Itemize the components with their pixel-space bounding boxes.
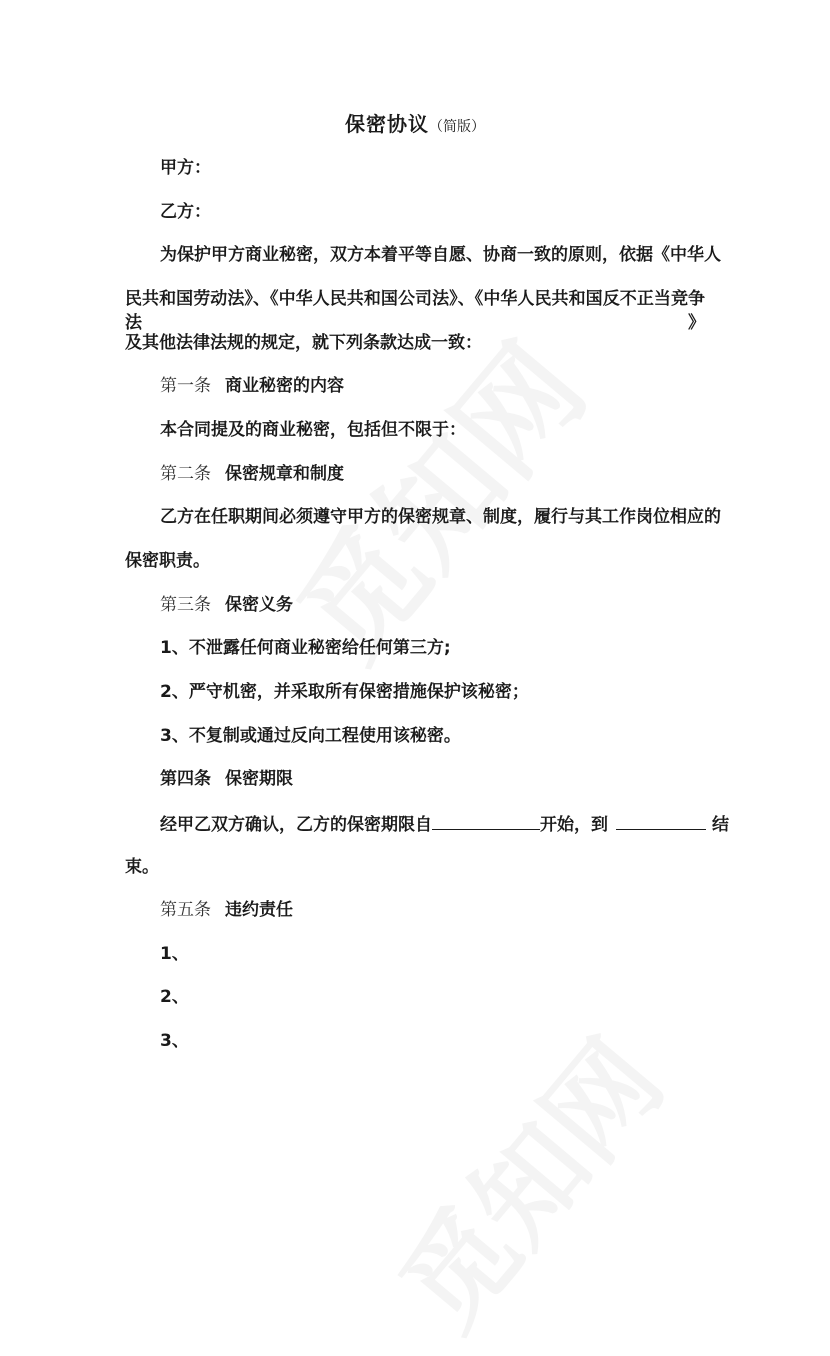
title-sub: （简版） bbox=[429, 119, 485, 135]
article-1-number: 第一条 bbox=[160, 376, 211, 396]
article-2-body-line-1: 乙方在任职期间必须遵守甲方的保密规章、制度，履行与其工作岗位相应的 bbox=[160, 507, 721, 527]
preamble-line-1: 为保护甲方商业秘密，双方本着平等自愿、协商一致的原则，依据《中华人 bbox=[160, 245, 721, 265]
article-3-item: 2、严守机密，并采取所有保密措施保护该秘密； bbox=[160, 682, 529, 702]
article-4-body-start: 经甲乙双方确认，乙方的保密期限自 bbox=[160, 815, 432, 835]
article-4-heading bbox=[160, 767, 293, 791]
article-5-item: 2、 bbox=[160, 987, 189, 1007]
end-date-blank[interactable] bbox=[616, 811, 706, 830]
article-2-title: 保密规章和制度 bbox=[225, 464, 344, 484]
article-4-body-line-2: 束。 bbox=[125, 857, 159, 877]
article-3-heading bbox=[160, 593, 293, 617]
article-3-number: 第三条 bbox=[160, 595, 211, 615]
article-2-heading bbox=[160, 462, 344, 486]
article-4-body-end: 结 bbox=[712, 815, 729, 835]
party-b-label: 乙方： bbox=[160, 202, 211, 222]
article-4-title: 保密期限 bbox=[225, 769, 293, 789]
article-5-number: 第五条 bbox=[160, 900, 211, 920]
article-2-number: 第二条 bbox=[160, 464, 211, 484]
article-3-title: 保密义务 bbox=[225, 595, 293, 615]
article-4-body-mid: 开始，到 bbox=[540, 815, 608, 835]
article-4-number: 第四条 bbox=[160, 769, 211, 789]
article-5-item: 3、 bbox=[160, 1031, 189, 1051]
preamble-line-3: 及其他法律法规的规定，就下列条款达成一致： bbox=[125, 333, 482, 353]
article-5-title: 违约责任 bbox=[225, 900, 293, 920]
start-date-blank[interactable] bbox=[432, 811, 540, 830]
article-1-heading bbox=[160, 374, 344, 398]
article-3-item: 3、不复制或通过反向工程使用该秘密。 bbox=[160, 726, 461, 746]
article-2-body-line-2: 保密职责。 bbox=[125, 551, 210, 571]
party-a-label: 甲方： bbox=[160, 158, 211, 178]
title-main: 保密协议 bbox=[345, 112, 429, 136]
article-5-item: 1、 bbox=[160, 944, 189, 964]
article-1-body: 本合同提及的商业秘密，包括但不限于： bbox=[160, 420, 466, 440]
preamble-line-2: 民共和国劳动法》、《中华人民共和国公司法》、《中华人民共和国反不正当竞争法》 bbox=[125, 289, 705, 333]
article-5-heading bbox=[160, 898, 293, 922]
document-title bbox=[0, 110, 830, 141]
watermark-text-bottom bbox=[358, 1002, 691, 1356]
article-4-body-line-1 bbox=[160, 811, 729, 837]
article-1-title: 商业秘密的内容 bbox=[225, 376, 344, 396]
article-3-item: 1、不泄露任何商业秘密给任何第三方; bbox=[160, 638, 451, 658]
watermark-text bbox=[253, 303, 616, 689]
